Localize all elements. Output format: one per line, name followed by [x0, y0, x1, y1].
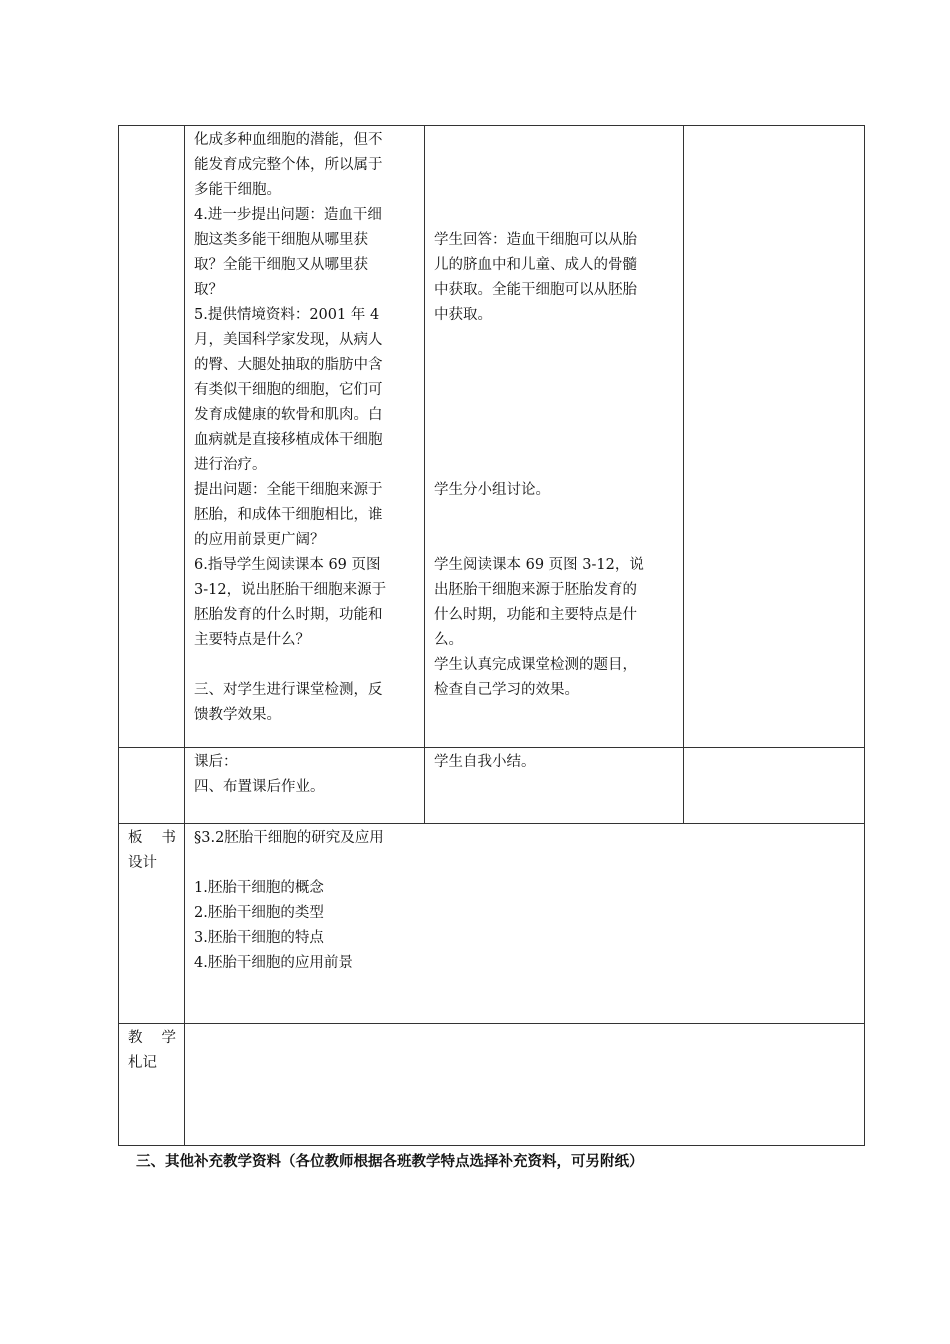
text-line: 么。 [434, 632, 463, 648]
after-class-row [119, 748, 865, 824]
notes-label-char-1: 教 [128, 1030, 143, 1046]
after-class-student-cell [425, 748, 684, 824]
text-line: 胚胎，和成体干细胞相比，谁 [194, 507, 383, 523]
text-line: 多能干细胞。 [194, 182, 281, 198]
after-class-teacher-cell [185, 748, 425, 824]
text-line: 化成多种血细胞的潜能，但不 [194, 132, 383, 148]
text-line [434, 403, 675, 428]
text-line [434, 178, 675, 203]
text-line: 儿的脐血中和儿童、成人的骨髓 [434, 257, 637, 273]
text-line: 什么时期，功能和主要特点是什 [434, 607, 637, 623]
text-line: 胞这类多能干细胞从哪里获 [194, 232, 368, 248]
teaching-notes-row [119, 1024, 865, 1146]
student-activity-text [425, 126, 683, 703]
text-line [434, 378, 675, 403]
text-line: 学生阅读课本 69 页图 3-12，说 [434, 557, 644, 573]
text-line: 4.进一步提出问题：造血干细 [194, 207, 382, 223]
text-line: 血病就是直接移植成体干细胞 [194, 432, 383, 448]
text-line [434, 128, 675, 153]
text-line: 3-12，说出胚胎干细胞来源于 [194, 582, 387, 598]
text-line: 出胚胎干细胞来源于胚胎发育的 [434, 582, 637, 598]
board-design-row [119, 824, 865, 1024]
text-line: 课后： [194, 754, 238, 770]
text-line: 检查自己学习的效果。 [434, 682, 579, 698]
text-line: 学生自我小结。 [434, 754, 536, 770]
teacher-activity-cell [185, 126, 425, 748]
text-line: 有类似干细胞的细胞，它们可 [194, 382, 383, 398]
side-label-cell [119, 748, 185, 824]
board-title: §3.2胚胎干细胞的研究及应用 [194, 830, 384, 846]
board-label-line-2: 设计 [128, 855, 157, 871]
board-item: 4.胚胎干细胞的应用前景 [194, 955, 353, 971]
text-line: 主要特点是什么？ [194, 632, 310, 648]
teaching-notes-label-cell [119, 1024, 185, 1146]
text-line [434, 328, 675, 353]
remarks-cell [684, 748, 865, 824]
board-label-char-2: 书 [161, 830, 176, 846]
text-line: 取？全能干细胞又从哪里获 [194, 257, 368, 273]
text-line: 提出问题：全能干细胞来源于 [194, 482, 383, 498]
supplementary-materials-heading: 三、其他补充教学资料（各位教师根据各班教学特点选择补充资料，可另附纸） [136, 1154, 644, 1170]
teacher-activity-text [185, 126, 424, 728]
text-line: 的应用前景更广阔？ [194, 532, 325, 548]
text-line: 发育成健康的软骨和肌肉。白 [194, 407, 383, 423]
text-line [434, 453, 675, 478]
text-line: 三、对学生进行课堂检测，反 [194, 682, 383, 698]
text-line [434, 503, 675, 528]
text-line: 的臀、大腿处抽取的脂肪中含 [194, 357, 383, 373]
after-class-teacher-text [185, 748, 424, 800]
process-row [119, 126, 865, 748]
remarks-cell [684, 126, 865, 748]
lesson-plan-table [118, 125, 865, 1146]
text-line: 取？ [194, 282, 223, 298]
text-line: 学生认真完成课堂检测的题目， [434, 657, 637, 673]
text-line: 学生回答：造血干细胞可以从胎 [434, 232, 637, 248]
text-line [434, 428, 675, 453]
text-line: 进行治疗。 [194, 457, 267, 473]
after-class-student-text [425, 748, 683, 775]
board-label-char-1: 板 [128, 830, 143, 846]
text-line: 四、布置课后作业。 [194, 779, 325, 795]
text-line: 能发育成完整个体，所以属于 [194, 157, 383, 173]
text-line: 馈教学效果。 [194, 707, 281, 723]
text-line [434, 203, 675, 228]
student-activity-cell [425, 126, 684, 748]
board-item: 1.胚胎干细胞的概念 [194, 880, 324, 896]
board-design-content-cell [185, 824, 865, 1024]
text-line: 中获取。全能干细胞可以从胚胎 [434, 282, 637, 298]
text-line: 月，美国科学家发现，从病人 [194, 332, 383, 348]
text-line [194, 653, 416, 678]
notes-label-char-2: 学 [161, 1030, 176, 1046]
board-design-label-cell [119, 824, 185, 1024]
text-line: 5.提供情境资料：2001 年 4 [194, 307, 380, 323]
board-item: 3.胚胎干细胞的特点 [194, 930, 324, 946]
text-line [434, 353, 675, 378]
board-item: 2.胚胎干细胞的类型 [194, 905, 324, 921]
text-line [434, 528, 675, 553]
text-line: 6.指导学生阅读课本 69 页图 [194, 557, 381, 573]
text-line: 学生分小组讨论。 [434, 482, 550, 498]
notes-label-line-2: 札记 [128, 1055, 157, 1071]
text-line [434, 153, 675, 178]
text-line: 中获取。 [434, 307, 492, 323]
side-label-cell [119, 126, 185, 748]
text-line: 胚胎发育的什么时期，功能和 [194, 607, 383, 623]
teaching-notes-content-cell [185, 1024, 865, 1146]
